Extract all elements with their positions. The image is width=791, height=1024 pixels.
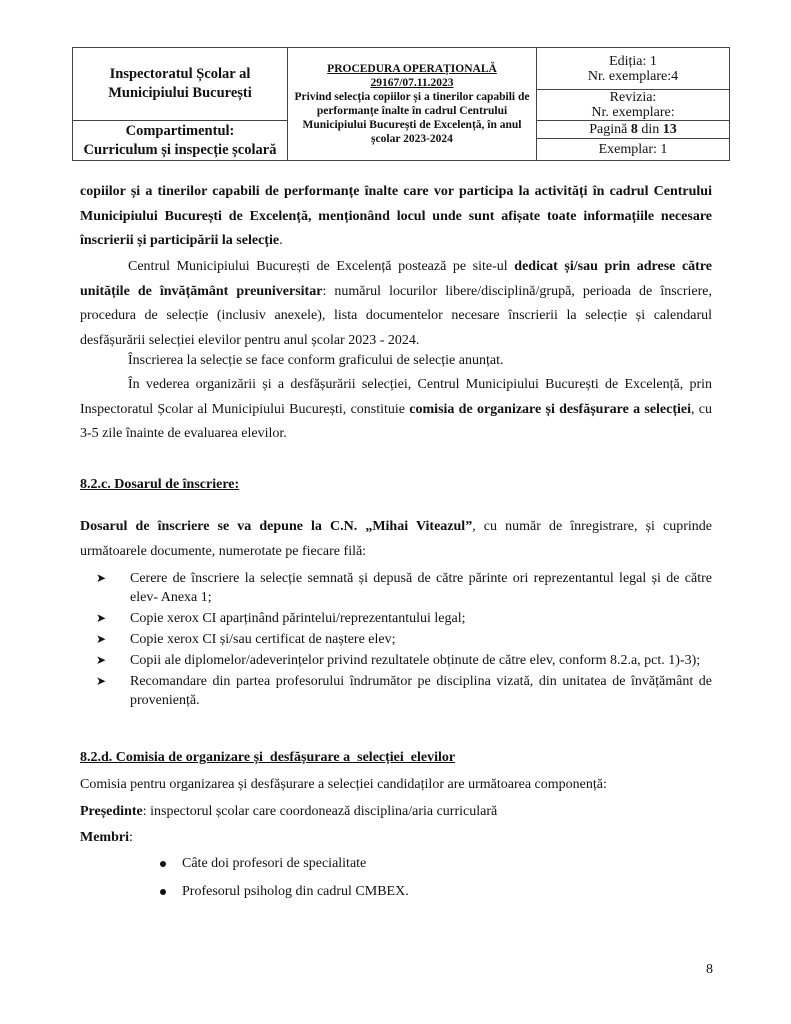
page-mid: din <box>641 122 660 137</box>
arrow-bullet-icon: ➤ <box>96 632 107 646</box>
p4-c: , cu 3-5 zile înainte de evaluarea elevilor. <box>80 401 713 441</box>
page-indicator <box>537 121 730 139</box>
paragraph-8 <box>80 826 712 851</box>
institution-name: Inspectoratul Școlar al Municipiului București <box>73 48 288 121</box>
copy-cell: Exemplar: 1 <box>537 139 730 161</box>
edition: Ediția: 1 <box>609 53 657 69</box>
section-heading-8-2-c: 8.2.c. Dosarul de înscriere: <box>80 477 240 492</box>
arrow-bullet-icon: ➤ <box>96 653 107 667</box>
list-item <box>96 630 712 649</box>
paragraph-7 <box>80 800 712 825</box>
department-label: Compartimentul: <box>125 122 235 139</box>
documents-list <box>80 569 712 712</box>
paragraph-4 <box>80 373 712 447</box>
page-prefix: Pagină <box>589 122 628 137</box>
header-table <box>72 47 730 161</box>
p2-a: Centrul Municipiului București de Excelență postează pe site-ul <box>128 259 515 274</box>
section-heading-8-2-d: 8.2.d. Comisia de organizare și desfășurare a selecției elevilor <box>80 750 456 765</box>
list-item <box>96 672 712 710</box>
procedure-title: PROCEDURA OPERAȚIONALĂ <box>327 63 497 75</box>
p4-b: comisia de organizare și desfășurare a selecției <box>409 401 692 417</box>
member-text: Câte doi profesori de specialitate <box>182 856 367 871</box>
revision-cell <box>537 90 730 121</box>
bullet-icon <box>160 861 166 867</box>
members-list <box>160 854 409 910</box>
list-item-text: Recomandare din partea profesorului îndrumător pe disciplina vizată, din unitatea de învățământ de proveniență. <box>130 674 712 708</box>
edition-cell <box>537 48 730 90</box>
arrow-bullet-icon: ➤ <box>96 571 107 585</box>
p7-a: Președinte <box>80 804 143 819</box>
p2-b: dedicat și/sau prin adrese către unitățile de învățământ preuniversitar <box>80 259 712 299</box>
procedure-number: 29167/07.11.2023 <box>370 77 454 89</box>
list-item-text: Copie xerox CI și/sau certificat de naștere elev; <box>130 632 396 647</box>
paragraph-6: Comisia pentru organizarea și desfășurare a selecției candidaților are următoarea componență: <box>80 777 607 792</box>
list-item <box>96 609 712 628</box>
p4-a: În vederea organizării și a desfășurării selecției, Centrul Municipiului București de Excelență, prin Inspectoratul Școlar al Municipiului București, constituie <box>80 377 712 417</box>
page-current: 8 <box>630 122 638 137</box>
p8-b: : <box>128 830 133 845</box>
arrow-bullet-icon: ➤ <box>96 674 107 688</box>
p5-b: , cu număr de înregistrare, și cuprinde următoarele documente, numerotate pe fiecare filă: <box>80 519 712 559</box>
page-total: 13 <box>662 122 677 137</box>
list-item-text: Copii ale diplomelor/adeverințelor privind rezultatele obținute de către elev, conform 8.2.a, pct. 1)-3); <box>130 653 701 668</box>
page-number: 8 <box>706 962 713 977</box>
department: Curriculum și inspecție școlară <box>83 141 277 158</box>
paragraph-2 <box>80 255 712 353</box>
paragraph-1 <box>80 180 712 254</box>
procedure-info <box>288 48 537 161</box>
p1-bold: copiilor și a tinerilor capabili de performanțe înalte care vor participa la activități în cadrul Centrului Municipiului București de Excelență, menționând locul unde sunt afișate toate informațiile necesare înscrierii și participării la selecție <box>80 184 712 248</box>
list-item <box>160 882 409 910</box>
procedure-subject: Privind selecția copiilor și a tinerilor capabili de performanțe înalte în cadrul Centrului Municipiului București de Excelență, în anul școlar 2023-2024 <box>294 91 530 145</box>
arrow-bullet-icon: ➤ <box>96 611 107 625</box>
member-text: Profesorul psiholog din cadrul CMBEX. <box>182 884 409 899</box>
paragraph-5 <box>80 515 712 564</box>
list-item <box>96 569 712 607</box>
bullet-icon <box>160 889 166 895</box>
p7-b: : inspectorul școlar care coordonează disciplina/aria curriculară <box>142 804 498 819</box>
p1-end: . <box>279 233 283 248</box>
revision: Revizia: <box>609 90 657 105</box>
list-item <box>96 651 712 670</box>
p2-c: : numărul locurilor libere/disciplină/grupă, perioada de înscriere, procedura de selecție (inclusiv anexele), lista documentelor necesare înscrierii la selecție și calendarul desfășurării selecției elevilor pentru anul școlar 2023 - 2024. <box>80 283 713 348</box>
copies: Nr. exemplare:4 <box>587 68 679 84</box>
p5-a: Dosarul de înscriere se va depune la C.N. „Mihai Viteazul” <box>80 519 473 534</box>
list-item-text: Copie xerox CI aparținând părintelui/reprezentantului legal; <box>130 611 466 626</box>
p8-a: Membri <box>80 830 129 845</box>
revision-copies: Nr. exemplare: <box>591 105 675 120</box>
list-item-text: Cerere de înscriere la selecție semnată și depusă de către părinte ori reprezentantul legal și de către elev- Anexa 1; <box>130 571 712 605</box>
department-cell <box>73 121 288 161</box>
list-item <box>160 854 409 882</box>
paragraph-3: Înscrierea la selecție se face conform graficului de selecție anunțat. <box>128 353 504 368</box>
